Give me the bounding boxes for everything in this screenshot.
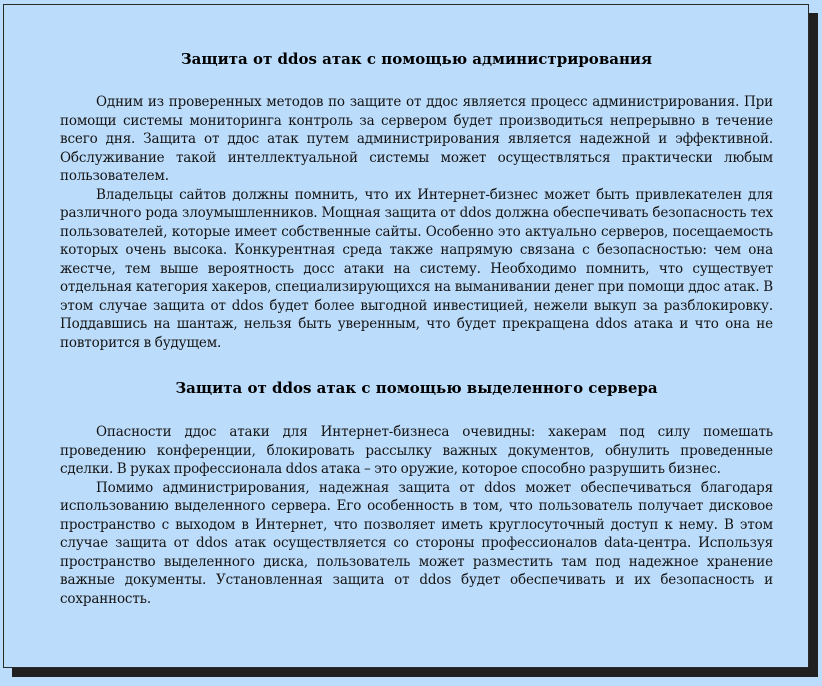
section-title-administration: Защита от ddos атак с помощью администрирования [180, 50, 653, 68]
paragraph: Опасности ддос атаки для Интернет-бизнеса очевидны: хакерам под силу помешать проведению конференции, блокировать рассылку важных документов, обнулить проведенные сделки. В руках профессионала ddos атака – это оружие, которое способно разрушить бизнес. [60, 424, 773, 477]
article [60, 49, 773, 608]
paragraph: Одним из проверенных методов по защите от ддос является процесс администрирования. При помощи системы мониторинга контроль за сервером будет производиться непрерывно в течение всего дня. Защита от ддос атак путем администрирования является надежной и эффективной. Обслуживание такой интеллектуальной системы может осуществляться практически любым пользователем. [60, 94, 773, 184]
paragraph: Помимо администрирования, надежная защита от ddos может обеспечиваться благодаря использованию выделенного сервера. Его особенность в том, что пользователь получает дисковое пространство с выходом в Интернет, что позволяет иметь круглосуточный доступ к нему. В этом случае защита от ddos атак осуществляется со стороны профессионалов data-центра. Используя пространство выделенного диска, пользователь может разместить там под надежное хранение важные документы. Установленная защита от ddos будет обеспечивать и их безопасность и сохранность. [60, 479, 773, 607]
content-panel [3, 4, 809, 668]
section-title-dedicated-server: Защита от ddos атак с помощью выделенного сервера [175, 379, 658, 397]
paragraph: Владельцы сайтов должны помнить, что их Интернет-бизнес может быть привлекателен для различного рода злоумышленников. Мощная защита от ddos должна обеспечивать безопасность тех пользователей, которые имеет собственные сайты. Особенно это актуально серверов, посещаемость которых очень высока. Конкурентная среда также напрямую связана с безопасностью: чем она жестче, тем выше вероятность досс атаки на систему. Необходимо помнить, что существует отдельная категория хакеров, специализирующихся на выманивании денег при помощи ддос атак. В этом случае защита от ddos будет более выгодной инвестицией, нежели выкуп за разблокировку. Поддавшись на шантаж, нельзя быть уверенным, что будет прекращена ddos атака и что она не повторится в будущем. [60, 186, 773, 351]
